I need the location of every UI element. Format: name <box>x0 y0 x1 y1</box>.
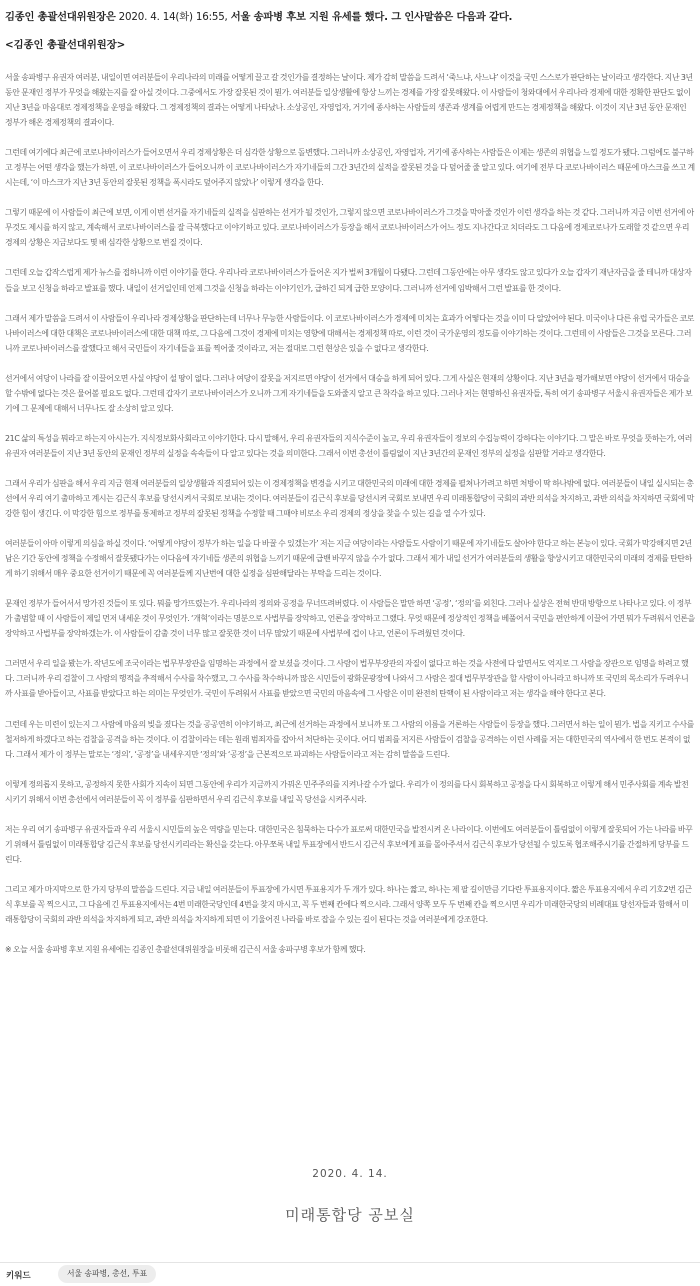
paragraph: 여러분들이 아마 이렇게 의심을 하실 것이다. ‘어떻게 야당이 정부가 하는 일을 다 바꿀 수 있겠는가’ 저는 지금 여당이라는 사람들도 사람이기 때문에 자기네들도 살아야 한다고 하는 본능이 있다. 국회가 막강해지면 2년 남은 기간 동안에 정책을 수정해서 잘못됐다가는 이다음에 자기네들 생존의 위협을 느끼기 때문에 급밴 바꾸지 않을 수가 없다. 그래서 제가 내일 선거가 여러분들의 생활을 향상시키고 대한민국의 미래의 경제를 탄탄하게 하기 위해서 매우 중요한 선거이기 때문에 꼭 여러분들께 지난번에 대한 실정을 심판해달라는 부탁을 드리는 것이다. <box>5 539 692 579</box>
paragraph: 그런데 여기에다 최근에 코로나바이러스가 들어오면서 우리 경제상황은 더 심각한 상황으로 돌변했다. 그러니까 소상공인, 자영업자, 거기에 종사하는 사람들은 이제는 생존의 위협을 느낄 정도가 됐다. 그럼에도 불구하고 정부는 어떤 생각을 했는가 하면, 이 코로나바이러스가 들어오니까 이 코로나바이러스가 자기네들의 그간 3년간의 실적을 잘못된 것을 다 덮어줄 줄 알고 있다. 여기에 전부 다 코로나바이러스 때문에 마스크를 쓰고 계시는데, ‘이 마스크가 지난 3년 동안의 잘못된 정책을 폭시라도 덮어주지 않았나’ 이렇게 생각을 한다. <box>5 148 695 188</box>
note-paragraph: ※ 오늘 서울 송파병 후보 지원 유세에는 김종인 총괄선대위원장을 비롯해 김근식 서울 송파구병 후보가 함께 했다. <box>5 945 366 955</box>
issuer-name: 미래통합당 공보실 <box>285 1206 415 1224</box>
speech-body <box>5 70 695 957</box>
paragraph: 그렇기 때문에 이 사람들이 최근에 보면, 이게 이번 선거를 자기네들의 실적을 심판하는 선거가 될 것인가, 그렇지 않으면 코로나바이러스가 그것을 막아줄 것인가 이런 생각을 하는 것 같다. 그러니까 지금 이번 선거에 아무것도 제시를 하지 않고, 계속해서 코로나바이러스를 잘 극복했다고 이야기하고 있다. 코로나바이러스가 등장을 해서 코로나바이러스가 어느 정도 지나간다고 치더라도 그 다음에 경제코로나가 도래할 것 같으면 우리 경제의 상황은 지금보다도 몇 배 심각한 상황으로 번질 것이다. <box>5 208 694 248</box>
paragraph: 문재인 정부가 들어서서 망가진 것들이 또 있다. 뭐를 망가뜨렸는가. 우리나라의 정의와 공정을 무너뜨려버렸다. 이 사람들은 말만 하면 ‘공정’, ‘정의’를 외친다. 그러나 실상은 전혀 반대 방향으로 나타나고 있다. 이 정부가 출범할 때 이 사람들이 제일 먼저 내세운 것이 무엇인가. ‘개혁’이라는 명분으로 사법부를 장악하고, 언론을 장악하고 그랬다. 무엇 때문에 정상적인 정책을 베풀어서 국민을 편안하게 이끌어 가면 뭐가 두려워서 언론을 장악하고 사법부를 장악하겠는가. 이 사람들이 감출 것이 너무 많고 잘못한 것이 너무 많았기 때문에 사법부에 겁이 나고, 언론이 두려웠던 것이다. <box>5 599 695 639</box>
release-date: 2020. 4. 14. <box>312 1168 388 1180</box>
paragraph: 그리고 제가 마지막으로 한 가지 당부의 말씀을 드린다. 지금 내일 여러분들이 투표장에 가시면 투표용지가 두 개가 있다. 하나는 짧고, 하나는 제 팔 길이만큼 기다란 투표용지이다. 짧은 투표용지에서 우리 기호2번 김근식 후보를 꼭 찍으시고, 그 다음에 긴 투표용지에서는 4번 미래한국당인데 4번을 찾지 마시고, 꼭 두 번째 칸에다 찍으시라. 그래서 양쪽 모두 두 번째 칸을 찍으시면 우리가 미래한국당의 비례대표 당선자들과 함해서 미래통합당이 국회의 과반 의석을 차지하게 되고, 과반 의석을 차지하게 되면 이 기울어진 나라를 바로 잡을 수 있는 길이 된다는 것을 여러분에게 강조한다. <box>5 884 692 924</box>
paragraph: 이렇게 정의롭지 못하고, 공정하지 못한 사회가 지속이 되면 그동안에 우리가 지금까지 가꿔온 민주주의를 지켜나갈 수가 없다. 우리가 이 정의를 다시 회복하고 공정을 다시 회복하고 이렇게 해서 민주사회를 계속 발전시키기 위해서 이번 총선에서 여러분들이 꼭 이 정부를 심판하면서 우리 김근식 후보를 내일 꼭 당선을 시켜주시라. <box>5 779 689 804</box>
lead-summary: 서울 송파병 후보 지원 유세를 했다. 그 인사말씀은 다음과 같다. <box>230 11 513 23</box>
speaker-heading: <김종인 총괄선대위원장> <box>5 39 126 51</box>
paragraph: 21C 삶의 특성을 뭐라고 하는지 아시는가. 지식정보화사회라고 이야기한다. 다시 말해서, 우리 유권자들의 지식수준이 높고, 우리 유권자들이 정보의 수집능력이 강하다는 이야기다. 그 말은 바로 무엇을 뜻하는가, 여러 유권자 여러분들이 지난 3년 동안의 문재인 정부의 실정을 속속들이 다 알고 있다는 것을 의미한다. 그래서 이번 총선이 틀림없이 지난 3년간의 문재인 정부의 실정을 심판할 거라고 생각한다. <box>5 433 693 458</box>
keyword-label: 키워드 <box>6 1271 31 1281</box>
paragraph: 그래서 제가 말씀을 드려서 이 사람들이 우리나라 경제상황을 판단하는데 너무나 무능한 사람들이다. 이 코로나바이러스가 경제에 미치는 효과가 어떻다는 것을 이미 다 알았어야 된다. 미국이나 다른 유럽 국가들은 코로나바이러스에 대한 대책은 코로나바이러스에 대한 대책 따로, 그 다음에 그것이 경제에 미치는 영향에 대해서는 경제정책 따로, 이런 것이 국가운영의 정도를 이야기하는 것이다. 그런데 이 사람들은 그것을 모른다. 그러니까 코로나바이러스를 잘했다고 해서 국민들이 자기네들을 표를 찍어줄 것이라고, 저는 절대로 그런 현상은 있을 수 없다고 생각한다. <box>5 313 695 353</box>
lead-name: 김종인 총괄선대위원장은 <box>5 11 116 23</box>
lead-sentence <box>5 10 695 25</box>
paragraph: 선거에서 여당이 나라를 잘 이끌어오면 사실 야당이 설 땅이 없다. 그러나 여당이 잘못을 저지르면 야당이 선거에서 대승을 하게 되어 있다. 그게 사실은 현재의 상황이다. 지난 3년을 평가해보면 야당이 선거에서 대승을 할 수밖에 없다는 것은 물어볼 필요도 없다. 그런데 갑자기 코로나바이러스가 오니까 그게 자기네들을 도와줄지 알고 큰 착각을 하고 있다. 그러나 저는 현명하신 유권자들, 특히 여기 송파병구 서울시 유권자들은 제가 보기에 그 문제에 대해서 너무나도 잘 소상히 알고 있다. <box>5 373 693 413</box>
keyword-bar <box>0 1262 700 1286</box>
paragraph: 저는 우리 여기 송파병구 유권자들과 우리 서울시 시민들의 높은 역량을 믿는다. 대한민국은 침묵하는 다수가 표로써 대한민국을 발전시켜 온 나라이다. 이번에도 여러분들이 틀림없이 이렇게 잘못되어 가는 나라를 바꾸기 위해서 틀림없이 미래통합당 김근식 후보를 당선시키리라는 확신을 갖는다. 아무쪼록 내일 투표장에서 반드시 김근식 후보에게 표를 몰아주셔서 김근식 후보가 당선될 수 있도록 협조해주시기를 간절하게 당부를 드린다. <box>5 824 693 864</box>
paragraph: 그래서 우리가 심판을 해서 우리 지금 현재 여러분들의 일상생활과 직결되어 있는 이 경제정책을 변경을 시키고 대한민국의 미래에 대한 경제를 펼쳐나가려고 하면 처방이 딱 하나밖에 없다. 여러분들이 내일 실시되는 총선에서 우리 여기 출마하고 계시는 김근식 후보를 당선시켜서 국회로 보내는 것이다. 여러분들이 김근식 후보를 당선시켜 국회로 보내면 우리 미래통합당이 국회의 과반 의석을 차지하고, 과반 의석을 차지하면 국회에 막강한 힘이 생긴다. 이 막강한 힘으로 정부를 통제하고 정부의 잘못된 정책을 수정할 때 그때야 비로소 우리 경제의 정상을 찾을 수 있는 길을 열 수가 있다. <box>5 478 695 519</box>
lead-datetime: 2020. 4. 14(화) 16:55, <box>115 11 231 23</box>
paragraph: 서울 송파병구 유권자 여러분, 내일이면 여러분들이 우리나라의 미래를 어떻게 끌고 갈 것인가를 결정하는 날이다. 제가 감히 말씀을 드려서 ‘죽느냐, 사느냐’ 이것을 국민 스스로가 판단하는 날이라고 생각한다. 지난 3년 동안 문재인 정부가 무엇을 해왔는지를 잘 아실 것이다. 그중에서도 가장 잘못된 것이 뭔가. 여러분들 일상생활에 항상 느끼는 경제를 가장 잘못해왔다. 이 사람들이 청와대에서 우리나라 경제에 대한 정확한 판단도 없이 지난 3년을 마음대로 경제정책을 운영을 해왔다. 그 경제정책의 결과는 어떻게 나타났나. 소상공인, 자영업자, 거기에 종사하는 사람들의 생존과 생계를 어렵게 만드는 경제정책을 해왔다. 이것이 지난 3년 동안 문재인 정부가 해온 경제정책의 결과이다. <box>5 73 693 128</box>
paragraph: 그런데 우는 미련이 있는지 그 사람에 마음의 빚을 졌다는 것을 공공연히 이야기하고, 최근에 선거하는 과정에서 보니까 또 그 사람의 이름을 거론하는 사람들이 등장을 했다. 그러면서 하는 일이 뭔가. 법을 지키고 수사를 철저하게 하겠다고 하는 검찰을 공격을 하는 것이다. 이 검찰이라는 데는 원래 범죄자를 잡아서 처단하는 곳이다. 어디 범죄를 저지른 사람들이 검찰을 공격하는 이런 사례를 저는 대한민국의 역사에서 한 번도 본적이 없다. 그래서 제가 이 정부는 말로는 ‘정의’, ‘공정’을 내세우지만 ‘정의’와 ‘공정’을 근본적으로 파괴하는 사람들이라고 저는 감히 말씀을 드린다. <box>5 719 694 759</box>
paragraph: 그러면서 우리 일을 봤는가. 작년도에 조국이라는 법무부장관을 임명하는 과정에서 잘 보셨을 것이다. 그 사람이 법무부장관의 자질이 없다고 하는 것을 사전에 다 알면서도 억지로 그 사람을 장관으로 임명을 하려고 했다. 그러니까 우리 검찰이 그 사람의 행적을 추적해서 수사를 착수했고, 그 수사를 착수하니까 많은 시민들이 광화문광장에 나와서 그 사람은 절대 법무부장관을 할 사람이 아니라고 하니까 또 국민의 목소리가 두려우니까 사표를 받아들이고, 사표를 받았다고 하는 의미는 무엇인가. 국민이 두려워서 사표를 받았으면 국민의 마음속에 그 사람은 이미 완전히 탄핵이 된 사람이라고 저는 생각을 해야 한다고 본다. <box>5 659 689 699</box>
keyword-chip[interactable]: 서울 송파병, 총선, 투표 <box>58 1265 156 1283</box>
paragraph: 그런데 오늘 갑작스럽게 제가 뉴스를 접하니까 이런 이야기를 한다. 우리나라 코로나바이러스가 들어온 지가 벌써 3개월이 다됐다. 그런데 그동안에는 아무 생각도 않고 있다가 오늘 갑자기 재난자금을 줄 테니까 대상자들을 보고 신청을 하라고 발표를 했다. 내일이 선거일인데 언제 그것을 신청을 하라는 이야기인가, 급하긴 되게 급한 모양이다. 그러니까 선거에 임박해서 그런 발표를 한 것이다. <box>5 268 692 293</box>
